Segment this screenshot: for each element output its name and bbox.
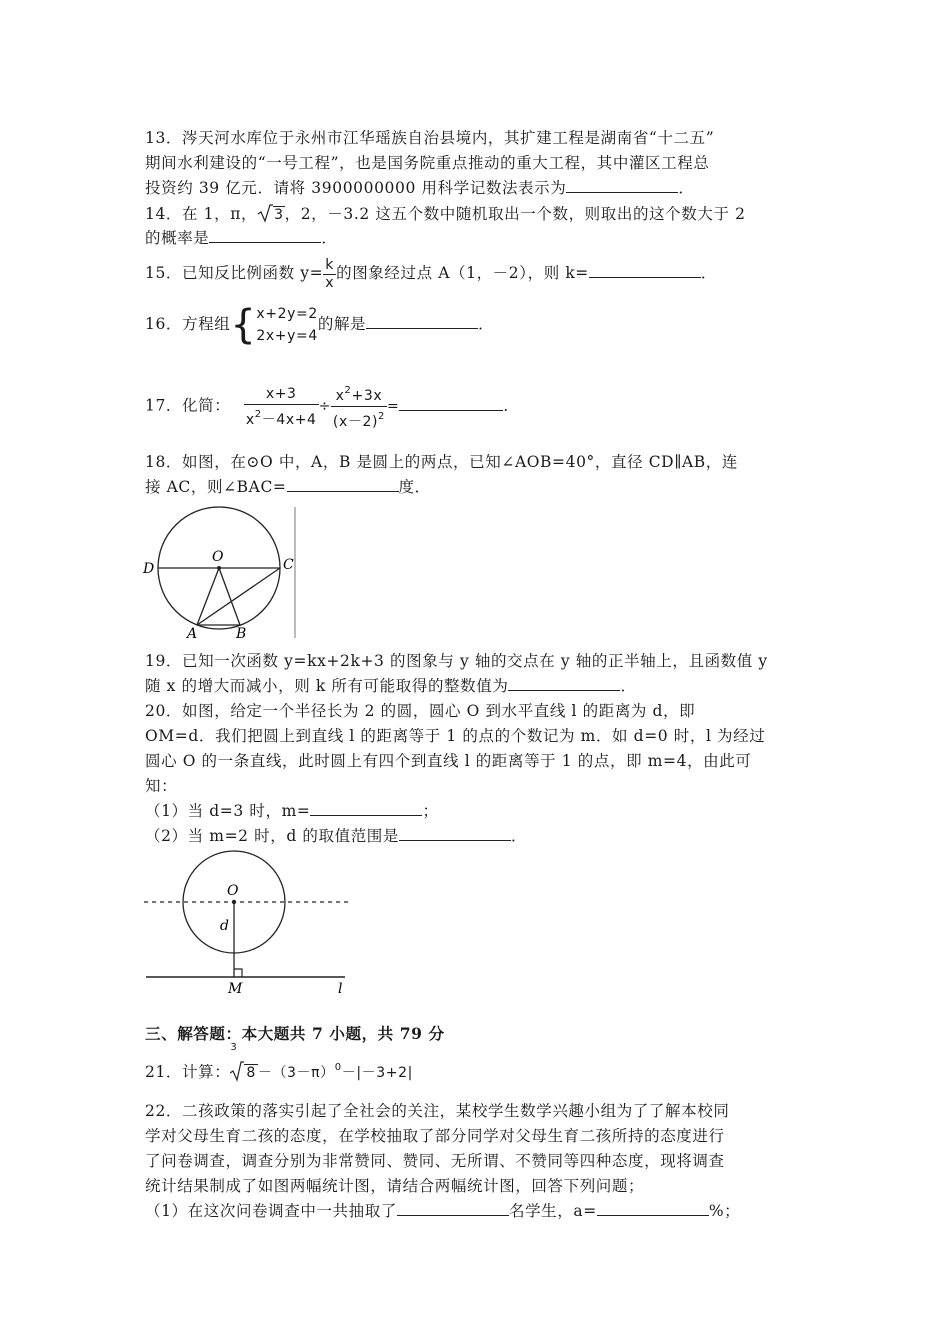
q17-f2-num-b: +3x: [351, 388, 383, 404]
q15-post: 的图象经过点 A（1，－2），则 k=: [336, 264, 589, 282]
section3-title: 三、解答题：本大题共 7 小题，共 79 分: [145, 1024, 445, 1043]
q14-answer-blank: [209, 228, 321, 243]
q19-line2-pre: 随 x 的增大而减小，则 k 所有可能取得的整数值为: [145, 677, 509, 695]
q20-line3: 圆心 O 的一条直线，此时圆上有四个到直线 l 的距离等于 1 的点，即 m=4，由此可: [145, 752, 752, 770]
q14-line2-text: 的概率是: [145, 229, 210, 247]
q22-line2: 学对父母生育二孩的态度，在学校抽取了部分同学对父母生育二孩所持的态度进行: [145, 1127, 725, 1145]
q18-label-c: C: [283, 557, 294, 573]
q20-sub2-end: ．: [511, 827, 528, 845]
q20-right-angle-icon: [234, 969, 242, 977]
q14-line2: [145, 228, 338, 248]
q17-eq: =: [387, 398, 400, 415]
q14-sqrt: [257, 207, 285, 223]
q22-line1: 22．二孩政策的落实引起了全社会的关注，某校学生数学兴趣小组为了了解本校同: [145, 1102, 730, 1120]
q18-line2-pre: 接 AC，则∠BAC=: [145, 478, 287, 496]
q21-radicand: 8: [246, 1065, 256, 1081]
q17-f1-den-exp: 2: [254, 408, 262, 420]
q16-eq2: 2x+y=4: [256, 328, 318, 344]
q15-fraction: [323, 257, 336, 292]
sqrt-sign-icon: [257, 203, 273, 223]
q21-root-index: 3: [230, 1042, 238, 1053]
q17-div: ÷: [318, 398, 331, 415]
q15-line: [145, 253, 717, 293]
q18-label-a: A: [187, 626, 198, 640]
q20-sub1: [145, 801, 439, 821]
q19-line1: 19．已知一次函数 y=kx+2k+3 的图象与 y 轴的交点在 y 轴的正半轴上，且函数值 y: [145, 652, 768, 670]
cuberoot-sign-icon: [230, 1060, 244, 1082]
q19-answer-blank: [508, 676, 620, 691]
q20-line4: 知：: [145, 777, 178, 795]
q18-label-o: O: [212, 549, 224, 565]
q14-post: ，2，－3.2 这五个数中随机取出一个数，则取出的这个数大于 2: [284, 205, 746, 223]
q21-post: －（3－π）: [257, 1065, 335, 1081]
q18-line2-post: 度．: [398, 478, 431, 496]
q19-line2: [145, 676, 637, 696]
q14-radicand: 3: [274, 207, 284, 223]
q22-sub1-end: %；: [708, 1202, 741, 1220]
q20-center-dot: [232, 900, 236, 904]
q20-sub1-pre: （1）当 d=3 时，m=: [145, 802, 311, 820]
q17-f2-num-a: x: [335, 388, 345, 404]
q16-end: ．: [478, 315, 495, 333]
q14-line1: [145, 203, 746, 225]
q16-post: 的解是: [317, 315, 367, 333]
q17-answer-blank: [399, 396, 503, 411]
q20-line1: 20．如图，给定一个半径长为 2 的圆，圆心 O 到水平直线 l 的距离为 d，即: [145, 702, 696, 720]
q13-line3-text: 投资约 39 亿元．请将 3900000000 用科学记数法表示为: [145, 179, 567, 197]
q20-sub1-blank: [310, 801, 422, 816]
q18-answer-blank: [287, 477, 399, 492]
q22-sub1-pre: （1）在这次问卷调查中一共抽取了: [145, 1202, 397, 1220]
q20-sub1-end: ；: [422, 802, 439, 820]
q17-f1-num: x+3: [244, 384, 319, 405]
q22-sub1-blank2: [597, 1201, 709, 1216]
q20-line2: OM=d．我们把圆上到直线 l 的距离等于 1 的点的个数记为 m．如 d=0 时，l 为经过: [145, 727, 766, 745]
q22-line4: 统计结果制成了如图两幅统计图，请结合两幅统计图，回答下列问题；: [145, 1177, 645, 1195]
q17-f1-den-b: －4x+4: [261, 411, 317, 428]
q20-sub2-pre: （2）当 m=2 时，d 的取值范围是: [145, 827, 400, 845]
q20-label-o: O: [227, 883, 239, 899]
q22-line3: 了问卷调查，调查分别为非常赞同、赞同、无所谓、不赞同等四种态度，现将调查: [145, 1152, 725, 1170]
q15-end: ．: [700, 264, 718, 282]
q16-answer-blank: [366, 314, 478, 329]
q17-f2-den-exp: 2: [378, 411, 385, 422]
q13-answer-blank: [566, 178, 678, 193]
q18-center-dot: [217, 566, 221, 570]
q17-f2-num-exp: 2: [344, 385, 352, 396]
q16-system: [256, 303, 317, 347]
q17-end: ．: [503, 396, 520, 415]
q17-f2-den-a: (x－2): [332, 414, 379, 430]
q16-pre: 16．方程组: [145, 315, 231, 333]
q18-line2: [145, 477, 431, 497]
q19-end: ．: [620, 677, 637, 695]
q22-sub1-blank1: [397, 1201, 509, 1216]
q15-num: k: [323, 257, 336, 275]
q18-radius-ob: [219, 568, 240, 625]
q15-pre: 15．已知反比例函数 y=: [145, 264, 324, 282]
q20-sub2: [145, 826, 527, 846]
q22-sub1: [145, 1201, 740, 1221]
q15-answer-blank: [589, 263, 701, 278]
q20-label-d: d: [220, 918, 229, 934]
q21-cuberoot: [230, 1042, 258, 1091]
q18-radius-oa: [197, 568, 219, 625]
q21-pre: 21．计算：: [145, 1063, 231, 1081]
q21-line: [145, 1042, 413, 1091]
q20-line-figure: [140, 845, 360, 997]
q17-fraction-1: [244, 384, 319, 430]
q17-line: [145, 381, 519, 432]
q18-line1: 18．如图，在⊙O 中，A，B 是圆上的两点，已知∠AOB=40°，直径 CD∥AB，连: [145, 453, 738, 471]
q22-sub1-mid: 名学生，a=: [508, 1202, 597, 1220]
q15-den: x: [325, 274, 335, 291]
q13-end: ．: [678, 179, 695, 197]
q13-line2: 期间水利建设的“一号工程”，也是国务院重点推动的重大工程，其中灌区工程总: [145, 154, 710, 172]
q17-pre: 17．化简：: [145, 396, 231, 415]
q17-fraction-2: [331, 381, 387, 432]
q14-pre: 14．在 1，π，: [145, 205, 258, 223]
q13-line3: [145, 178, 694, 198]
q13-line1: 13．涔天河水库位于永州市江华瑶族自治县境内，其扩建工程是湖南省“十二五”: [145, 129, 715, 147]
q16-brace-icon: {: [230, 302, 257, 348]
q17-f2-num: [331, 381, 387, 407]
q17-f1-den: [244, 405, 319, 430]
q18-label-d: D: [143, 561, 155, 577]
q20-sub2-blank: [399, 826, 511, 841]
q16-line: [145, 300, 494, 348]
q17-f1-den-a: x: [245, 411, 255, 428]
q18-circle-figure: [140, 505, 300, 640]
q21-tail: －|－3+2|: [341, 1065, 413, 1081]
q18-chord-ac: [197, 568, 280, 625]
q14-end: ．: [321, 229, 338, 247]
q18-label-b: B: [236, 626, 247, 640]
q17-f2-den: [331, 407, 387, 432]
q16-eq1: x+2y=2: [256, 306, 318, 322]
q21-exp: 0: [334, 1062, 342, 1073]
q20-label-m: M: [228, 981, 243, 997]
q20-label-l: l: [338, 981, 343, 997]
